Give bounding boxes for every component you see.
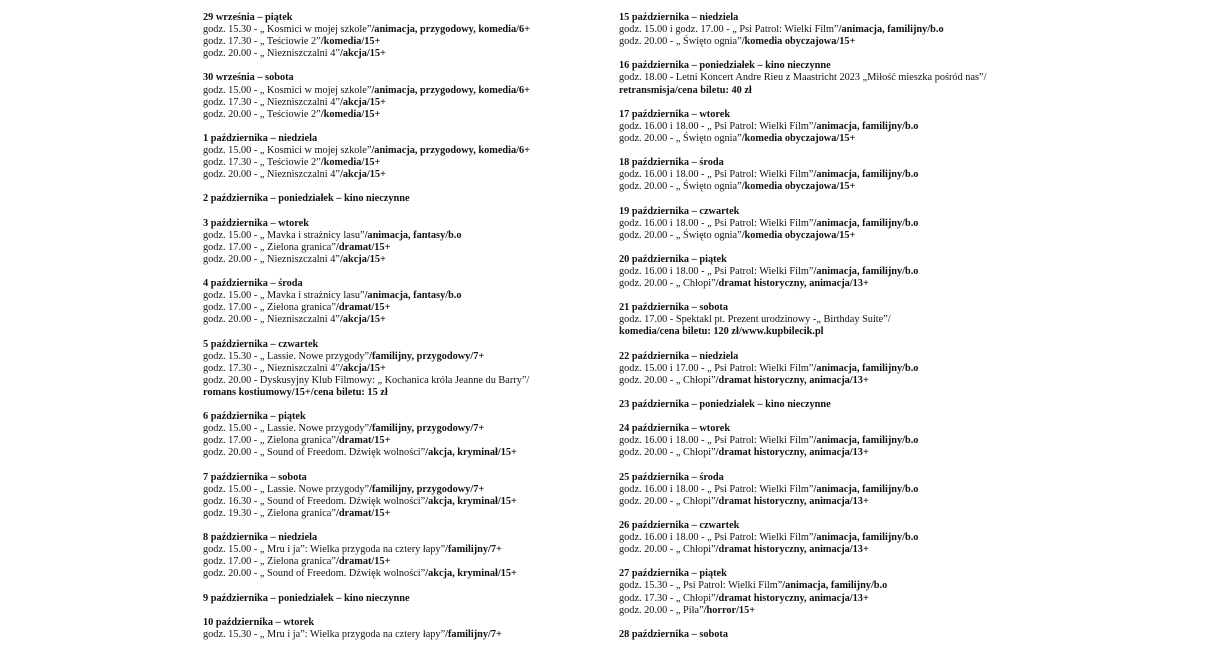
screening-genre-rating: /akcja/15+: [339, 253, 386, 265]
screening-genre-rating: komedia/cena biletu: 120 zł/www.kupbilecik.pl: [619, 326, 824, 338]
screening-genre-rating: /komedia obyczajowa/15+: [741, 132, 856, 144]
schedule-day: [619, 351, 1014, 387]
screening-line: [619, 326, 1014, 338]
schedule-day: [619, 399, 1014, 411]
screening-line: [619, 133, 1014, 145]
screening-genre-rating: /dramat/15+: [335, 556, 391, 568]
screening-line: [619, 593, 1014, 605]
schedule-day: [619, 302, 1014, 338]
screening-time-title: godz. 20.00 - „ Niezniszczalni 4”: [203, 169, 340, 181]
day-heading: 9 października – poniedziałek – kino nieczynne: [203, 592, 410, 604]
day-heading: 24 października – wtorek: [619, 423, 731, 435]
screening-line: [203, 290, 598, 302]
screening-line: [619, 218, 1014, 230]
screening-time-title: godz. 20.00 - „ Chłopi”: [619, 278, 716, 290]
screening-time-title: godz. 20.00 - „ Teściowie 2”: [203, 108, 321, 120]
schedule-day: [619, 12, 1014, 48]
screening-genre-rating: /animacja, familijny/b.o: [813, 362, 919, 374]
schedule-day: [203, 12, 598, 60]
screening-line: [203, 242, 598, 254]
screening-time-title: godz. 15.30 - „ Psi Patrol: Wielki Film”: [619, 580, 783, 592]
screening-time-title: godz. 17.30 - „ Teściowie 2”: [203, 157, 321, 169]
screening-line: [619, 363, 1014, 375]
screening-line: [203, 169, 598, 181]
screening-line: [619, 121, 1014, 133]
screening-time-title: godz. 20.00 - „ Sound of Freedom. Dźwięk wolności”: [203, 568, 426, 580]
screening-genre-rating: /animacja, fantasy/b.o: [364, 229, 462, 241]
day-heading: 18 października – środa: [619, 157, 724, 169]
screening-genre-rating: /komedia obyczajowa/15+: [741, 229, 856, 241]
screening-time-title: godz. 17.00 - „ Zielona granica”: [203, 556, 336, 568]
schedule-day: [619, 520, 1014, 556]
day-heading: 25 października – środa: [619, 471, 724, 483]
screening-line: [203, 254, 598, 266]
schedule-day: [203, 193, 598, 205]
screening-genre-rating: /dramat historyczny, animacja/13+: [715, 278, 869, 290]
day-heading: 4 października – środa: [203, 278, 303, 290]
screening-line: [619, 447, 1014, 459]
schedule-day: [203, 133, 598, 181]
screening-line: [619, 496, 1014, 508]
screening-genre-rating: /animacja, familijny/b.o: [813, 265, 919, 277]
screening-line: [619, 375, 1014, 387]
screening-time-title: godz. 20.00 - „ Chłopi”: [619, 374, 716, 386]
screening-genre-rating: /dramat historyczny, animacja/13+: [715, 374, 869, 386]
screening-time-title: godz. 17.00 - „ Zielona granica”: [203, 241, 336, 253]
day-heading: 7 października – sobota: [203, 471, 307, 483]
schedule-day: [203, 472, 598, 520]
screening-time-title: godz. 20.00 - „ Niezniszczalni 4”: [203, 314, 340, 326]
screening-genre-rating: /akcja/15+: [339, 362, 386, 374]
screening-time-title: godz. 17.00 - „ Zielona granica”: [203, 435, 336, 447]
screening-time-title: godz. 16.00 i 18.00 - „ Psi Patrol: Wielki Film”: [619, 265, 814, 277]
screening-genre-rating: /animacja, przygodowy, komedia/6+: [371, 24, 531, 36]
left-column: [203, 12, 598, 653]
screening-line: [203, 314, 598, 326]
screening-genre-rating: /animacja, familijny/b.o: [813, 120, 919, 132]
screening-time-title: godz. 19.30 - „ Zielona granica”: [203, 507, 336, 519]
schedule-day: [619, 157, 1014, 193]
screening-genre-rating: /familijny, przygodowy/7+: [369, 423, 485, 435]
schedule-day: [619, 254, 1014, 290]
screening-genre-rating: /familijny/7+: [445, 544, 502, 556]
screening-line: [203, 387, 598, 399]
screening-line: [619, 266, 1014, 278]
screening-time-title: godz. 17.30 - „ Teściowie 2”: [203, 36, 321, 48]
day-heading: 16 października – poniedziałek – kino nieczynne: [619, 60, 831, 72]
schedule-day: [203, 411, 598, 459]
screening-line: [203, 351, 598, 363]
screening-time-title: godz. 20.00 - „ Święto ognia”: [619, 36, 742, 48]
screening-line: [203, 36, 598, 48]
screening-line: [619, 605, 1014, 617]
screening-genre-rating: /animacja, familijny/b.o: [813, 435, 919, 447]
screening-line: [203, 508, 598, 520]
screening-genre-rating: /animacja, przygodowy, komedia/6+: [371, 145, 531, 157]
screening-genre-rating: /animacja, familijny/b.o: [813, 483, 919, 495]
screening-time-title: godz. 15.00 i 17.00 - „ Psi Patrol: Wielki Film”: [619, 362, 814, 374]
screening-genre-rating: /dramat historyczny, animacja/13+: [715, 544, 869, 556]
schedule-day: [619, 60, 1014, 96]
screening-line: [619, 85, 1014, 97]
day-heading: 1 października – niedziela: [203, 132, 318, 144]
screening-line: [203, 568, 598, 580]
screening-time-title: godz. 16.00 i 18.00 - „ Psi Patrol: Wielki Film”: [619, 169, 814, 181]
screening-genre-rating: /dramat historyczny, animacja/13+: [715, 495, 869, 507]
screening-line: [203, 423, 598, 435]
screening-genre-rating: /komedia obyczajowa/15+: [741, 36, 856, 48]
schedule-day: [203, 617, 598, 641]
schedule-day: [619, 472, 1014, 508]
screening-line: [619, 72, 1014, 84]
screening-line: [203, 363, 598, 375]
screening-time-title: godz. 16.00 i 18.00 - „ Psi Patrol: Wielki Film”: [619, 120, 814, 132]
screening-line: [203, 484, 598, 496]
day-heading: 15 października – niedziela: [619, 12, 739, 23]
screening-line: [619, 532, 1014, 544]
screening-time-title: godz. 20.00 - Dyskusyjny Klub Filmowy: „ Kochanica króla Jeanne du Barry”/: [203, 374, 530, 386]
screening-time-title: godz. 20.00 - „ Piła”: [619, 604, 704, 616]
screening-time-title: godz. 15.00 - „ Kosmici w mojej szkole”: [203, 145, 372, 157]
day-heading: 8 października – niedziela: [203, 532, 318, 544]
screening-time-title: godz. 15.30 - „ Kosmici w mojej szkole”: [203, 24, 372, 36]
day-heading: 26 października – czwartek: [619, 519, 740, 531]
day-heading: 5 października – czwartek: [203, 338, 319, 350]
screening-time-title: godz. 15.00 - „ Mavka i strażnicy lasu”: [203, 290, 365, 302]
schedule-day: [619, 568, 1014, 616]
screening-genre-rating: /dramat historyczny, animacja/13+: [715, 592, 869, 604]
screening-time-title: godz. 20.00 - „ Niezniszczalni 4”: [203, 253, 340, 265]
screening-line: [203, 85, 598, 97]
day-heading: 10 października – wtorek: [203, 616, 315, 628]
screening-time-title: godz. 16.00 i 18.00 - „ Psi Patrol: Wielki Film”: [619, 532, 814, 544]
screening-time-title: godz. 17.30 - „ Niezniszczalni 4”: [203, 96, 340, 108]
screening-time-title: godz. 15.30 - „ Lassie. Nowe przygody”: [203, 350, 370, 362]
screening-line: [619, 544, 1014, 556]
screening-line: [203, 556, 598, 568]
screening-line: [203, 157, 598, 169]
day-heading: 30 września – sobota: [203, 72, 294, 84]
screening-line: [203, 544, 598, 556]
day-heading: 3 października – wtorek: [203, 217, 309, 229]
screening-time-title: godz. 18.00 - Letni Koncert Andre Rieu z Maastricht 2023 „Miłość mieszka pośród nas”/: [619, 72, 987, 84]
screening-time-title: godz. 15.00 - „ Mavka i strażnicy lasu”: [203, 229, 365, 241]
screening-genre-rating: /animacja, familijny/b.o: [813, 532, 919, 544]
schedule-day: [619, 206, 1014, 242]
day-heading: 6 października – piątek: [203, 411, 306, 423]
screening-line: [203, 447, 598, 459]
screening-genre-rating: /komedia/15+: [320, 157, 381, 169]
right-column: [619, 12, 1014, 653]
screening-time-title: godz. 20.00 - „ Niezniszczalni 4”: [203, 48, 340, 60]
screening-genre-rating: /akcja/15+: [339, 48, 386, 60]
day-heading: 29 września – piątek: [203, 12, 293, 23]
schedule-day: [619, 629, 1014, 641]
screening-genre-rating: /akcja, kryminał/15+: [425, 568, 517, 580]
schedule-day: [203, 218, 598, 266]
screening-genre-rating: /komedia/15+: [320, 36, 381, 48]
screening-genre-rating: /horror/15+: [703, 604, 756, 616]
screening-line: [619, 230, 1014, 242]
schedule-day: [203, 339, 598, 399]
screening-time-title: godz. 20.00 - „ Chłopi”: [619, 544, 716, 556]
screening-line: [203, 24, 598, 36]
screening-line: [203, 375, 598, 387]
screening-genre-rating: /familijny, przygodowy/7+: [369, 350, 485, 362]
screening-genre-rating: /familijny/7+: [445, 628, 502, 640]
screening-line: [203, 48, 598, 60]
screening-genre-rating: /animacja, przygodowy, komedia/6+: [371, 84, 531, 96]
day-heading: 20 października – piątek: [619, 253, 727, 265]
day-heading: 19 października – czwartek: [619, 205, 740, 217]
screening-line: [203, 145, 598, 157]
screening-time-title: godz. 20.00 - „ Chłopi”: [619, 447, 716, 459]
screening-time-title: godz. 16.30 - „ Sound of Freedom. Dźwięk wolności”: [203, 495, 426, 507]
day-heading: 23 października – poniedziałek – kino nieczynne: [619, 399, 831, 410]
screening-time-title: godz. 15.00 - „ Mru i ja”: Wielka przygoda na cztery łapy”: [203, 544, 446, 556]
screening-line: [619, 181, 1014, 193]
screening-time-title: godz. 16.00 i 18.00 - „ Psi Patrol: Wielki Film”: [619, 483, 814, 495]
day-heading: 2 października – poniedziałek – kino nieczynne: [203, 193, 410, 205]
screening-line: [619, 278, 1014, 290]
screening-genre-rating: /komedia obyczajowa/15+: [741, 181, 856, 193]
screening-time-title: godz. 20.00 - „ Chłopi”: [619, 495, 716, 507]
screening-genre-rating: /animacja, fantasy/b.o: [364, 290, 462, 302]
screening-line: [619, 24, 1014, 36]
schedule-day: [619, 109, 1014, 145]
screening-time-title: godz. 17.30 - „ Niezniszczalni 4”: [203, 362, 340, 374]
screening-line: [203, 496, 598, 508]
screening-line: [619, 169, 1014, 181]
screening-genre-rating: /dramat/15+: [335, 435, 391, 447]
screening-line: [619, 314, 1014, 326]
screening-time-title: godz. 17.00 - „ Zielona granica”: [203, 302, 336, 314]
screening-genre-rating: /akcja/15+: [339, 169, 386, 181]
screening-time-title: godz. 15.00 i godz. 17.00 - „ Psi Patrol: Wielki Film”: [619, 24, 839, 36]
screening-genre-rating: /animacja, familijny/b.o: [838, 24, 944, 36]
schedule-day: [203, 72, 598, 120]
screening-line: [203, 629, 598, 641]
schedule-day: [203, 532, 598, 580]
screening-time-title: godz. 17.00 - Spektakl pt. Prezent urodzinowy -„ Birthday Suite”/: [619, 314, 891, 326]
day-heading: 27 października – piątek: [619, 568, 727, 580]
screening-line: [619, 435, 1014, 447]
screening-time-title: godz. 20.00 - „ Sound of Freedom. Dźwięk wolności”: [203, 447, 426, 459]
screening-line: [203, 97, 598, 109]
screening-time-title: godz. 20.00 - „ Święto ognia”: [619, 132, 742, 144]
screening-genre-rating: /akcja/15+: [339, 314, 386, 326]
schedule-day: [619, 423, 1014, 459]
screening-genre-rating: /akcja, kryminał/15+: [425, 495, 517, 507]
day-heading: 22 października – niedziela: [619, 350, 739, 362]
screening-genre-rating: /animacja, familijny/b.o: [813, 169, 919, 181]
day-heading: 21 października – sobota: [619, 302, 728, 314]
screening-genre-rating: /animacja, familijny/b.o: [782, 580, 888, 592]
screening-time-title: godz. 15.00 - „ Lassie. Nowe przygody”: [203, 423, 370, 435]
screening-genre-rating: /komedia/15+: [320, 108, 381, 120]
screening-time-title: godz. 16.00 i 18.00 - „ Psi Patrol: Wielki Film”: [619, 435, 814, 447]
screening-time-title: godz. 15.00 - „ Kosmici w mojej szkole”: [203, 84, 372, 96]
screening-genre-rating: /dramat/15+: [335, 302, 391, 314]
day-heading: 28 października – sobota: [619, 628, 728, 640]
screening-genre-rating: /animacja, familijny/b.o: [813, 217, 919, 229]
screening-time-title: godz. 15.30 - „ Mru i ja”: Wielka przygoda na cztery łapy”: [203, 628, 446, 640]
screening-time-title: godz. 15.00 - „ Lassie. Nowe przygody”: [203, 483, 370, 495]
screening-time-title: godz. 20.00 - „ Święto ognia”: [619, 181, 742, 193]
screening-line: [619, 36, 1014, 48]
screening-genre-rating: /dramat/15+: [335, 507, 391, 519]
screening-line: [619, 484, 1014, 496]
screening-line: [203, 230, 598, 242]
screening-genre-rating: /dramat/15+: [335, 241, 391, 253]
day-heading: 17 października – wtorek: [619, 108, 731, 120]
screening-time-title: godz. 16.00 i 18.00 - „ Psi Patrol: Wielki Film”: [619, 217, 814, 229]
screening-line: [203, 302, 598, 314]
screening-line: [619, 580, 1014, 592]
screening-time-title: godz. 17.30 - „ Chłopi”: [619, 592, 716, 604]
screening-genre-rating: romans kostiumowy/15+/cena biletu: 15 zł: [203, 386, 388, 398]
screening-genre-rating: /akcja/15+: [339, 96, 386, 108]
screening-genre-rating: /dramat historyczny, animacja/13+: [715, 447, 869, 459]
screening-genre-rating: /akcja, kryminał/15+: [425, 447, 517, 459]
screening-line: [203, 435, 598, 447]
screening-time-title: godz. 20.00 - „ Święto ognia”: [619, 229, 742, 241]
screening-genre-rating: retransmisja/cena biletu: 40 zł: [619, 84, 752, 96]
schedule-day: [203, 278, 598, 326]
screening-genre-rating: /familijny, przygodowy/7+: [369, 483, 485, 495]
schedule-day: [203, 593, 598, 605]
screening-line: [203, 109, 598, 121]
